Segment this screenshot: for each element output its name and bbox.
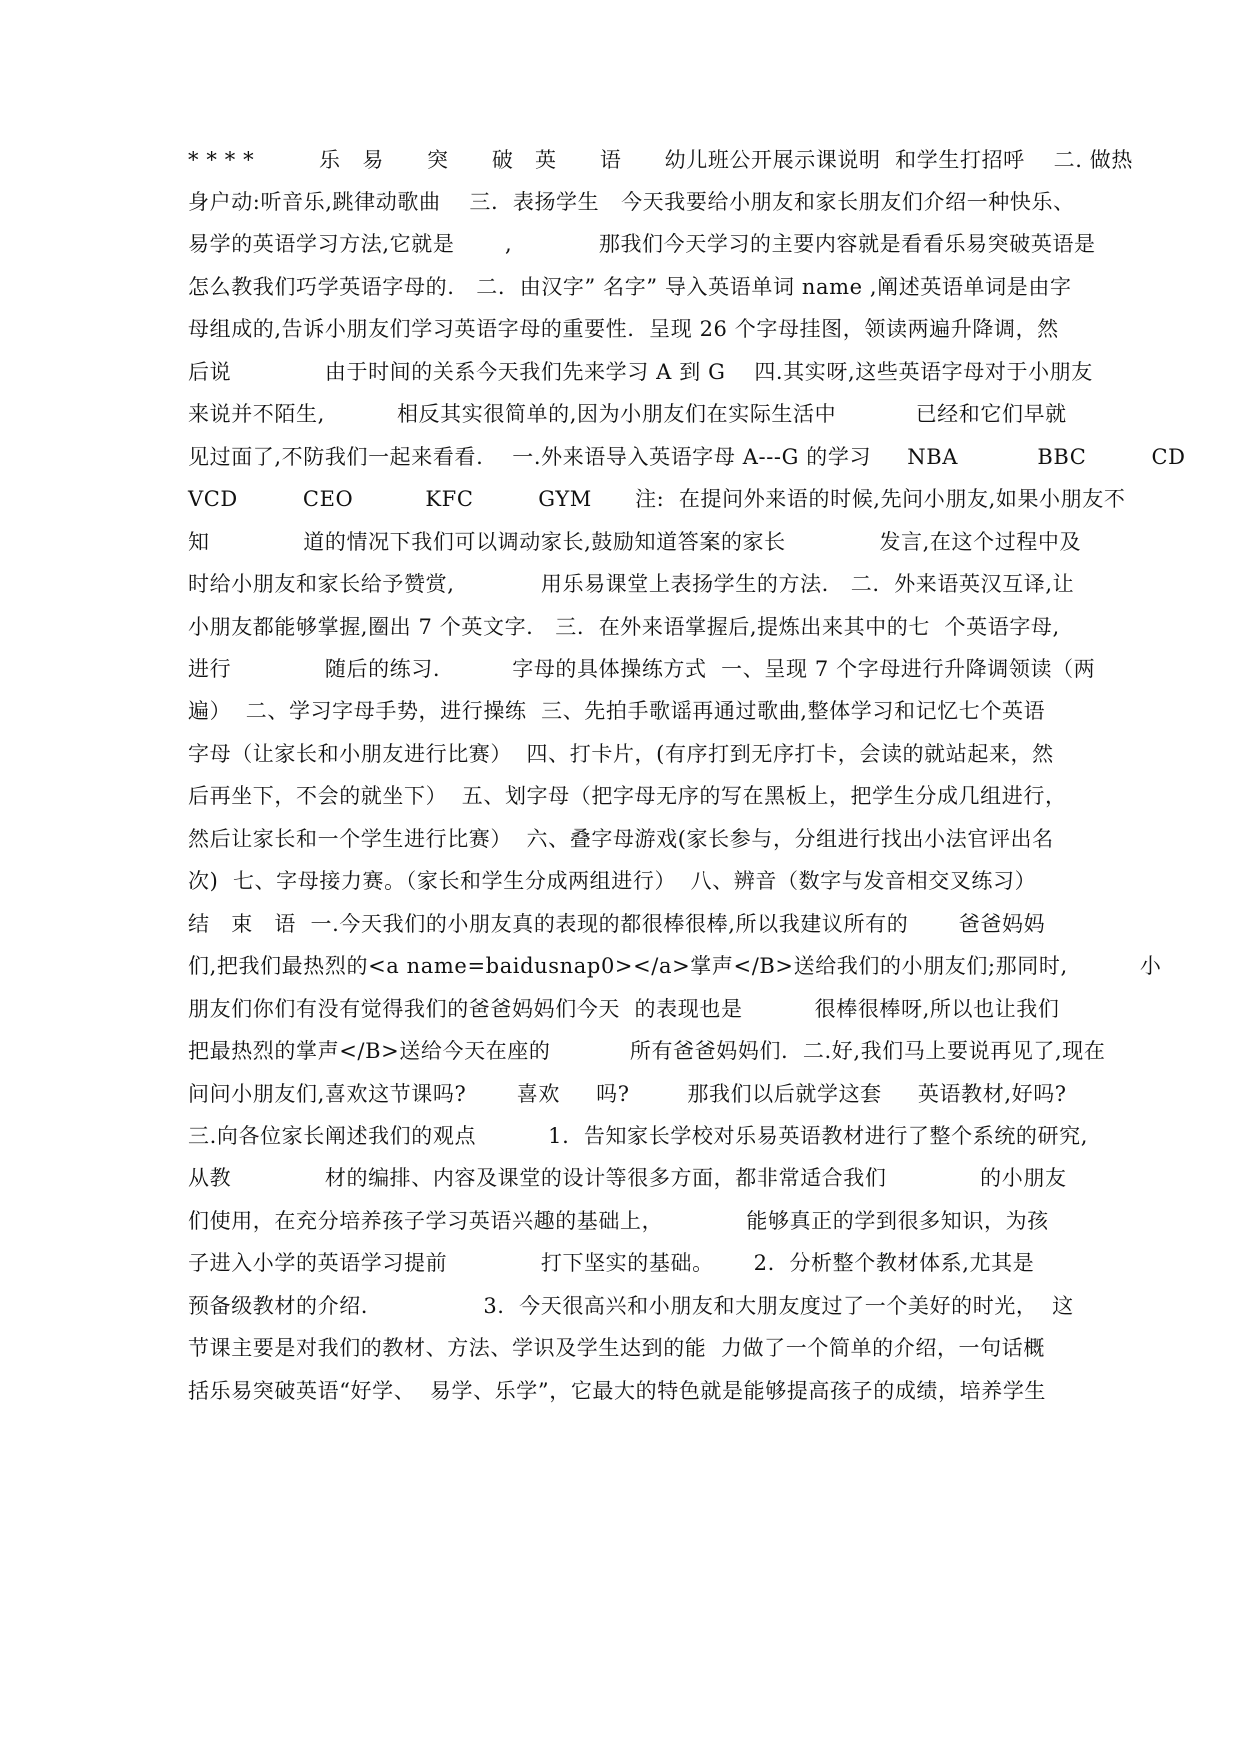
text-line: 预备级教材的介绍. 3. 今天很高兴和小朋友和大朋友度过了一个美好的时光， 这: [188, 1294, 1074, 1318]
text-line: 结 束 语 一.今天我们的小朋友真的表现的都很棒很棒,所以我建议所有的 爸爸妈妈: [188, 912, 1046, 936]
text-line: 然后让家长和一个学生进行比赛） 六、叠字母游戏(家长参与，分组进行找出小法官评出名: [188, 827, 1054, 851]
text-line: 来说并不陌生, 相反其实很简单的,因为小朋友们在实际生活中 已经和它们早就: [188, 402, 1067, 426]
text-line: 括乐易突破英语“好学、 易学、乐学”，它最大的特色就是能够提高孩子的成绩，培养学生: [188, 1379, 1047, 1403]
text-line: VCD CEO KFC GYM 注: 在提问外来语的时候,先问小朋友,如果小朋友不: [188, 487, 1126, 511]
text-line: 见过面了,不防我们一起来看看. 一.外来语导入英语字母 A---G 的学习 NBA BBC CD: [188, 445, 1186, 469]
text-line: 时给小朋友和家长给予赞赏, 用乐易课堂上表扬学生的方法. 二. 外来语英汉互译,让: [188, 572, 1075, 596]
text-line: 三.向各位家长阐述我们的观点 1. 告知家长学校对乐易英语教材进行了整个系统的研究,: [188, 1124, 1089, 1148]
text-line: 次) 七、字母接力赛。（家长和学生分成两组进行） 八、辨音（数字与发音相交叉练习）: [188, 869, 1037, 893]
text-line: 后再坐下，不会的就坐下） 五、划字母（把字母无序的写在黑板上，把学生分成几组进行，: [188, 784, 1067, 808]
text-line: 问问小朋友们,喜欢这节课吗? 喜欢 吗? 那我们以后就学这套 英语教材,好吗?: [188, 1082, 1067, 1106]
text-line: 从教 材的编排、内容及课堂的设计等很多方面，都非常适合我们 的小朋友: [188, 1166, 1067, 1190]
text-line: 进行 随后的练习. 字母的具体操练方式 一、呈现 7 个字母进行升降调领读（两: [188, 657, 1096, 681]
text-line: 朋友们你们有没有觉得我们的爸爸妈妈们今天 的表现也是 很棒很棒呀,所以也让我们: [188, 997, 1060, 1021]
text-line: 身户动:听音乐,跳律动歌曲 三. 表扬学生 今天我要给小朋友和家长朋友们介绍一种快乐、: [188, 190, 1075, 214]
text-line: 子进入小学的英语学习提前 打下坚实的基础。 2. 分析整个教材体系,尤其是: [188, 1251, 1035, 1275]
text-line: 们,把我们最热烈的<a name=baidusnap0></a>掌声</B>送给我们的小朋友们;那同时, 小: [188, 954, 1162, 978]
text-line: 遍） 二、学习字母手势，进行操练 三、先拍手歌谣再通过歌曲,整体学习和记忆七个英语: [188, 699, 1046, 723]
text-line: 后说 由于时间的关系今天我们先来学习 A 到 G 四.其实呀,这些英语字母对于小朋友: [188, 360, 1093, 384]
text-line: * * * * 乐 易 突 破 英 语 幼儿班公开展示课说明 和学生打招呼 二. 做热: [188, 148, 1133, 172]
text-line: 字母（让家长和小朋友进行比赛） 四、打卡片，(有序打到无序打卡，会读的就站起来，然: [188, 742, 1054, 766]
text-line: 小朋友都能够掌握,圈出 7 个英文字. 三. 在外来语掌握后,提炼出来其中的七 个英语字母,: [188, 615, 1060, 639]
text-line: 怎么教我们巧学英语字母的. 二. 由汉字” 名字” 导入英语单词 name ,阐述英语单词是由字: [188, 275, 1072, 299]
text-line: 知 道的情况下我们可以调动家长,鼓励知道答案的家长 发言,在这个过程中及: [188, 530, 1082, 554]
text-line: 易学的英语学习方法,它就是 , 那我们今天学习的主要内容就是看看乐易突破英语是: [188, 232, 1096, 256]
text-line: 们使用，在充分培养孩子学习英语兴趣的基础上， 能够真正的学到很多知识，为孩: [188, 1209, 1049, 1233]
text-line: 把最热烈的掌声</B>送给今天在座的 所有爸爸妈妈们. 二.好,我们马上要说再见了,现在: [188, 1039, 1106, 1063]
text-line: 母组成的,告诉小朋友们学习英语字母的重要性. 呈现 26 个字母挂图，领读两遍升降调，然: [188, 317, 1059, 341]
text-line: 节课主要是对我们的教材、方法、学识及学生达到的能 力做了一个简单的介绍，一句话概: [188, 1336, 1045, 1360]
